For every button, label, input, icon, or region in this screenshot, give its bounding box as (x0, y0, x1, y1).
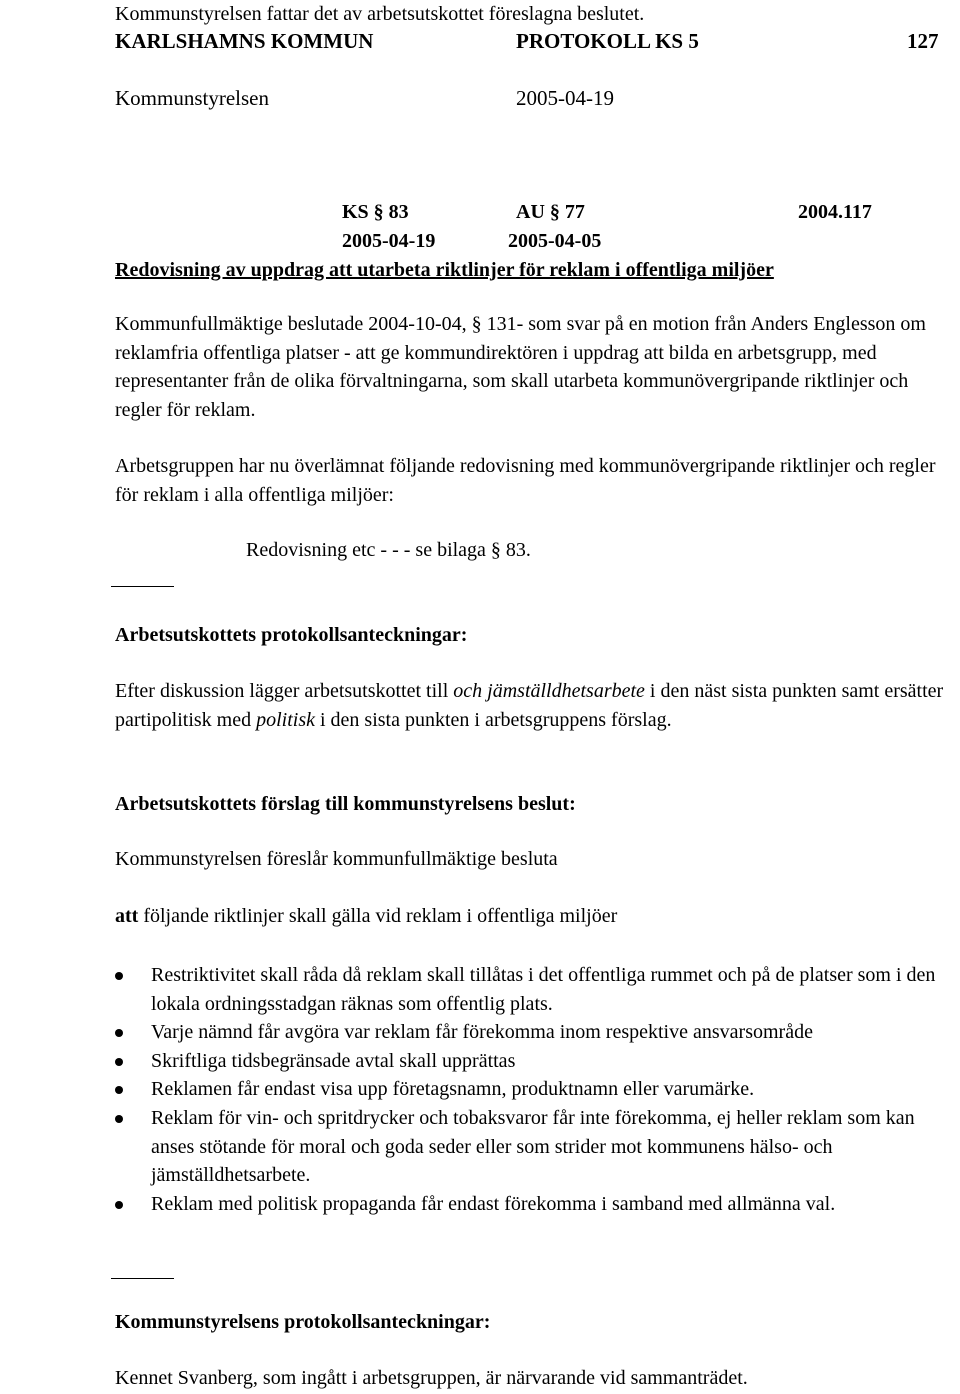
ks-reference: KS § 83 (342, 201, 409, 223)
page-number: 127 (907, 29, 939, 53)
ks-notes-heading: Kommunstyrelsens protokollsanteckningar: (115, 1311, 491, 1333)
list-item: Skriftliga tidsbegränsade avtal skall upprättas (115, 1047, 955, 1076)
bullet-icon (115, 1115, 123, 1123)
guideline-list (115, 961, 955, 1218)
au-notes-heading: Arbetsutskottets protokollsanteckningar: (115, 624, 468, 646)
replaced-word: politisk (256, 708, 315, 731)
paragraph-text: Kommunfullmäktige beslutade 2004-10-04, § 131- som svar på en motion från Anders Englesson om reklamfria offentliga platser - att ge kommundirektören i uppdrag att bilda en arbetsgrupp, med representanter från de olika förvaltningarna, som skall utarbeta kommunövergripande riktlinjer och regler för reklam. (115, 313, 926, 421)
paragraph-background (115, 310, 955, 424)
matter-title: Redovisning av uppdrag att utarbeta riktlinjer för reklam i offentliga miljöer (115, 259, 774, 281)
att-keyword: att (115, 905, 139, 927)
list-item: Reklam för vin- och spritdrycker och tobaksvaror får inte förekomma, ej heller reklam som kan anses stötande för moral och goda seder eller som strider mot kommunens hälso- och jämställdhetsarbete. (115, 1104, 955, 1190)
proposal-heading: Arbetsutskottets förslag till kommunstyrelsens beslut: (115, 793, 576, 815)
ks-date: 2005-04-19 (342, 230, 436, 252)
ks-notes-text: Kennet Svanberg, som ingått i arbetsgruppen, är närvarande vid sammanträdet. (115, 1367, 748, 1389)
section-divider (111, 1278, 174, 1279)
list-item: Reklam med politisk propaganda får endast förekomma i samband med allmänna val. (115, 1190, 955, 1219)
header-body-name: Kommunstyrelsen (115, 86, 269, 110)
bullet-icon (115, 1058, 123, 1066)
paragraph-text: Arbetsgruppen har nu överlämnat följande redovisning med kommunövergripande riktlinjer och regler för reklam i alla offentliga miljöer: (115, 455, 936, 506)
bullet-icon (115, 1086, 123, 1094)
section-divider (111, 586, 174, 587)
protocol-label: PROTOKOLL KS 5 (516, 29, 699, 53)
bullet-icon (115, 1029, 123, 1037)
municipality-name: KARLSHAMNS KOMMUN (115, 29, 374, 53)
proposal-intro: Kommunstyrelsen föreslår kommunfullmäktige besluta (115, 848, 558, 870)
au-date: 2005-04-05 (508, 230, 602, 252)
attachment-reference: Redovisning etc - - - se bilaga § 83. (246, 539, 531, 561)
added-phrase: och jämställdhetsarbete (453, 680, 645, 702)
list-item: Varje nämnd får avgöra var reklam får förekomma inom respektive ansvarsområde (115, 1018, 955, 1047)
header-date: 2005-04-19 (516, 86, 614, 110)
bullet-icon (115, 972, 123, 980)
au-notes-text: Efter diskussion lägger arbetsutskottet till och jämställdhetsarbete i den näst sista punkten samt ersätter partipolitisk med politisk i den sista punkten i arbetsgruppens förslag. (115, 680, 944, 731)
list-item: Restriktivitet skall råda då reklam skall tillåtas i det offentliga rummet och på de platser som i den lokala ordningsstadgan räknas som offentlig plats. (115, 961, 955, 1018)
au-reference: AU § 77 (516, 201, 585, 223)
header-top-line: Kommunstyrelsen fattar det av arbetsutskottet föreslagna beslutet. (115, 3, 645, 25)
bullet-icon (115, 1201, 123, 1209)
proposal-att-clause: att följande riktlinjer skall gälla vid reklam i offentliga miljöer (115, 905, 618, 927)
list-item: Reklamen får endast visa upp företagsnamn, produktnamn eller varumärke. (115, 1075, 955, 1104)
case-number: 2004.117 (798, 201, 872, 223)
paragraph-working-group (115, 452, 955, 509)
